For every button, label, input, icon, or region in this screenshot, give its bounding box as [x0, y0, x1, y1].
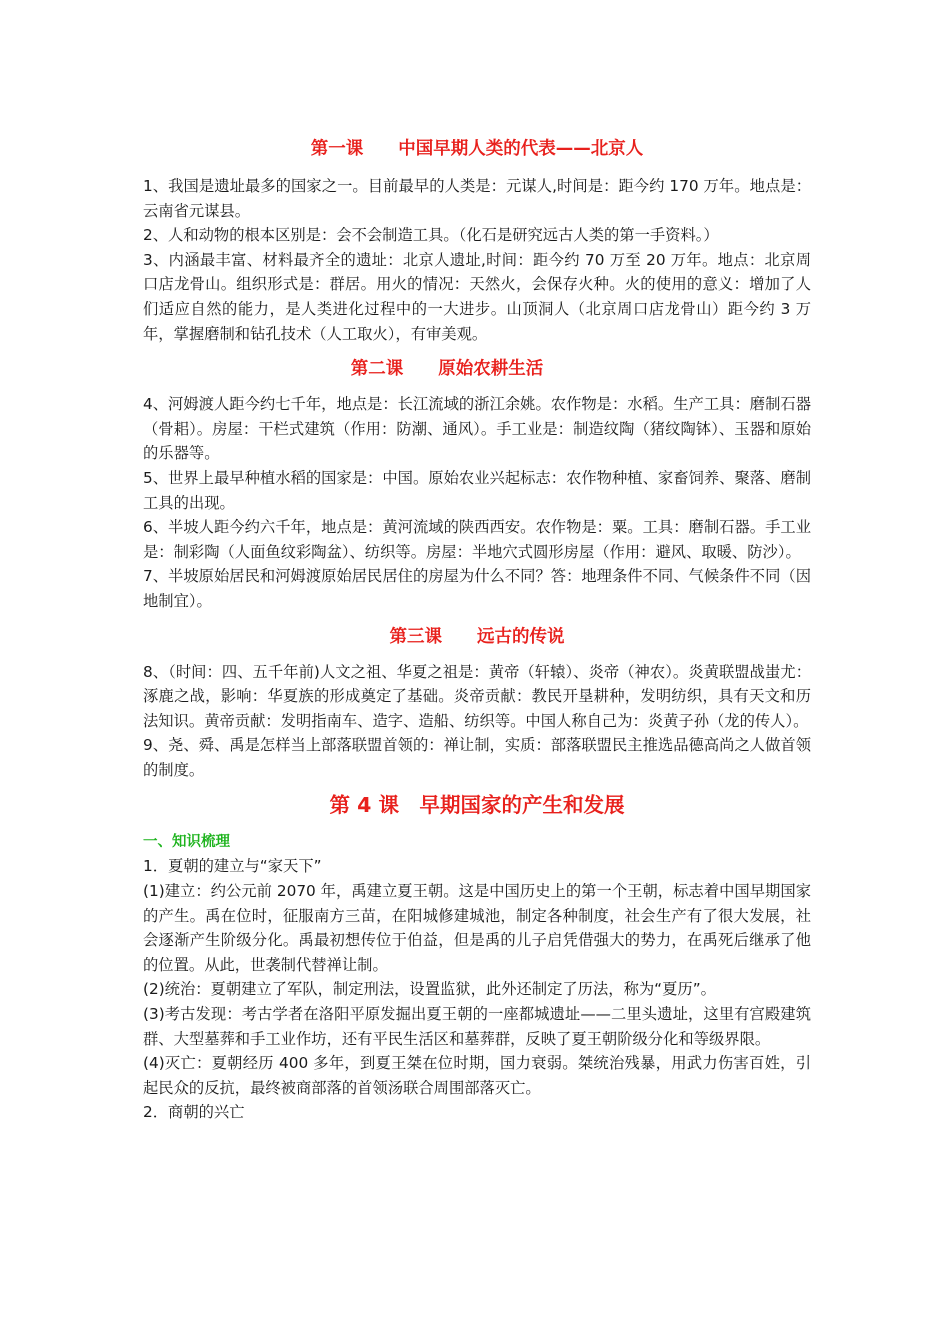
- paragraph: 1．夏朝的建立与“家天下”: [143, 857, 322, 876]
- lesson-2-body: [143, 392, 811, 613]
- paragraph: 6、半坡人距今约六千年，地点是：黄河流域的陕西西安。农作物是：粟。工具：磨制石器。手工业是：制彩陶（人面鱼纹彩陶盆）、纺织等。房屋：半地穴式圆形房屋（作用：避风、取暖、防沙）。: [143, 518, 811, 561]
- paragraph: 2、人和动物的根本区别是：会不会制造工具。（化石是研究远古人类的第一手资料。）: [143, 226, 719, 245]
- lesson-1-body: [143, 174, 811, 346]
- paragraph: (4)灭亡：夏朝经历 400 多年，到夏王桀在位时期，国力衰弱。桀统治残暴，用武力伤害百姓，引起民众的反抗，最终被商部落的首领汤联合周围部落灭亡。: [143, 1054, 811, 1097]
- document-page: [143, 128, 811, 1125]
- lesson-4-title: 第 4 课 早期国家的产生和发展: [329, 793, 625, 818]
- lesson-3-title: 第三课 远古的传说: [389, 626, 565, 647]
- lesson-3-body: [143, 660, 811, 783]
- paragraph: 8、（时间：四、五千年前)人文之祖、华夏之祖是：黄帝（轩辕）、炎帝（神农）。炎黄联盟战蚩尤：涿鹿之战，影响：华夏族的形成奠定了基础。炎帝贡献：教民开垦耕种，发明纺织，具有天文和历法知识。黄帝贡献：发明指南车、造字、造船、纺织等。中国人称自己为：炎黄子孙（龙的传人）。: [143, 662, 811, 730]
- paragraph: 2．商朝的兴亡: [143, 1103, 245, 1122]
- paragraph: 1、我国是遗址最多的国家之一。目前最早的人类是：元谋人,时间是：距今约 170 万年。地点是：云南省元谋县。: [143, 177, 811, 220]
- paragraph: 3、内涵最丰富、材料最齐全的遗址：北京人遗址,时间：距今约 70 万至 20 万年。地点：北京周口店龙骨山。组织形式是：群居。用火的情况：天然火，会保存火种。火的使用的意义：增加了人们适应自然的能力，是人类进化过程中的一大进步。山顶洞人（北京周口店龙骨山）距今约 3 万年，掌握磨制和钻孔技术（人工取火），有审美观。: [143, 250, 811, 343]
- lesson-2-title: 第二课 原始农耕生活: [350, 359, 544, 380]
- paragraph: (3)考古发现：考古学者在洛阳平原发掘出夏王朝的一座都城遗址——二里头遗址，这里有宫殿建筑群、大型墓葬和手工业作坊，还有平民生活区和墓葬群，反映了夏王朝阶级分化和等级界限。: [143, 1005, 811, 1048]
- section-subtitle: 一、知识梳理: [143, 834, 230, 851]
- paragraph: 4、河姆渡人距今约七千年，地点是：长江流域的浙江余姚。农作物是：水稻。生产工具：磨制石器（骨耜）。房屋：干栏式建筑（作用：防潮、通风）。手工业是：制造纹陶（猪纹陶钵）、玉器和原始的乐器等。: [143, 395, 811, 463]
- paragraph: 9、尧、舜、禹是怎样当上部落联盟首领的：禅让制，实质：部落联盟民主推选品德高尚之人做首领的制度。: [143, 736, 811, 779]
- paragraph: 7、半坡原始居民和河姆渡原始居民居住的房屋为什么不同？答：地理条件不同、气候条件不同（因地制宜）。: [143, 567, 811, 610]
- paragraph: (1)建立：约公元前 2070 年，禹建立夏王朝。这是中国历史上的第一个王朝，标志着中国早期国家的产生。禹在位时，征服南方三苗，在阳城修建城池，制定各种制度，社会生产有了很大发展，社会逐渐产生阶级分化。禹最初想传位于伯益，但是禹的儿子启凭借强大的势力，在禹死后继承了他的位置。从此，世袭制代替禅让制。: [143, 882, 811, 974]
- paragraph: (2)统治：夏朝建立了军队，制定刑法，设置监狱，此外还制定了历法，称为“夏历”。: [143, 980, 716, 999]
- lesson-1-title: 第一课 中国早期人类的代表——北京人: [310, 139, 644, 159]
- paragraph: 5、世界上最早种植水稻的国家是：中国。原始农业兴起标志：农作物种植、家畜饲养、聚落、磨制工具的出现。: [143, 468, 811, 512]
- lesson-4-body: [143, 854, 811, 1125]
